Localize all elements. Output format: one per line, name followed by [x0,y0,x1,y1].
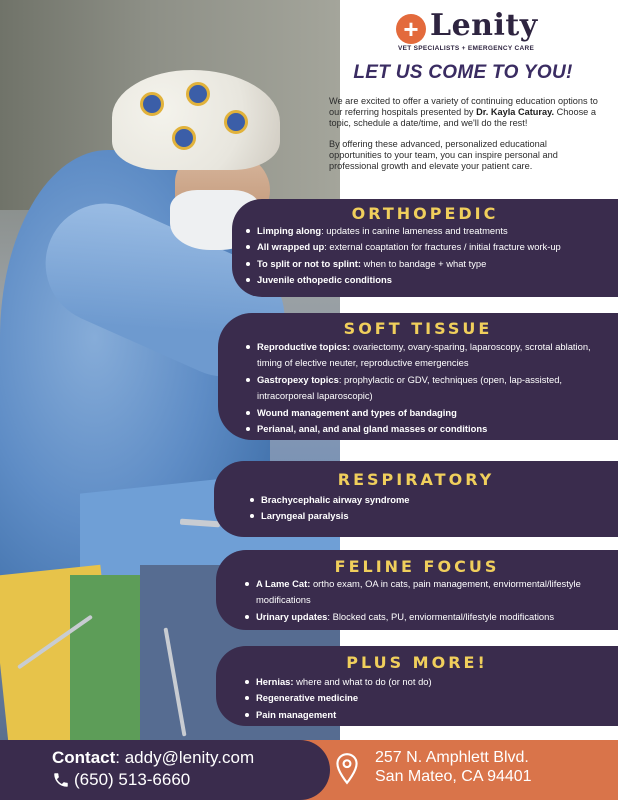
topic-list [245,576,613,625]
section-orthopedic [232,199,618,297]
section-title: SOFT TISSUE [343,319,493,338]
topic-detail: : Blocked cats, PU, enviormental/lifestyle modifications [327,610,555,622]
section-title: RESPIRATORY [337,470,495,489]
topic-item [246,239,614,255]
topic-lead: A Lame Cat: [256,578,311,589]
footer-address [375,748,532,786]
topic-item [246,372,612,405]
plus-icon: + [396,14,426,44]
topic-lead: Juvenile othopedic conditions [257,274,392,286]
topic-lead: All wrapped up [257,241,325,253]
topic-lead: Perianal, anal, and anal gland masses or conditions [257,423,488,435]
topic-item [246,421,612,437]
address-line-2: San Mateo, CA 94401 [375,768,532,785]
topic-detail: ovariectomy, ovary-sparing, laparoscopy, scrotal ablation, timing of elective neuter, reproductive emergencies [257,341,591,369]
contact-email-line [52,748,254,768]
topic-item [245,576,613,609]
logo-tagline: VET SPECIALISTS + EMERGENCY CARE [398,45,535,52]
intro-p1-end: Choose a topic, schedule a date/time, and we'll do the rest! [329,107,596,129]
topic-lead: Reproductive topics: [257,341,351,352]
contact-phone[interactable]: (650) 513-6660 [74,770,191,789]
topic-item [245,707,605,723]
topic-item [250,492,600,508]
topic-detail: : prophylactic or GDV, techniques (open, lap-assisted, intracorporeal laparoscopic) [257,373,563,402]
intro-paragraph-2: By offering these advanced, personalized educational opportunities to your team, you can inspire personal and professional growth and elevate your patient care. [329,138,558,172]
topic-detail: when to bandage + what type [360,257,487,269]
topic-detail: : external coaptation for fractures / initial fracture work-up [324,241,561,253]
topic-lead: Gastropexy topics [257,373,339,385]
topic-detail: where and what to do (or not do) [293,676,432,687]
topic-item [246,405,612,421]
section-title: PLUS MORE! [346,653,488,672]
topic-list [246,339,612,437]
topic-lead: Regenerative medicine [256,692,359,704]
section-title: ORTHOPEDIC [351,204,499,223]
photo-surgical-cap [112,70,280,170]
lenity-logo [396,8,556,56]
section-feline-focus [216,550,618,630]
topic-item [246,339,612,372]
topic-lead: To split or not to splint: [257,257,361,269]
map-pin-icon [334,752,360,786]
section-plus-more [216,646,618,726]
topic-lead: Brachycephalic airway syndrome [261,494,410,505]
topic-item [246,256,614,272]
section-soft-tissue [218,313,618,440]
footer-contact-bar [0,740,330,800]
topic-item [246,223,614,239]
address-line-1: 257 N. Amphlett Blvd. [375,749,529,766]
topic-detail: : updates in canine lameness and treatments [321,225,508,236]
topic-lead: Pain management [256,708,337,720]
intro-paragraph-1 [329,96,599,130]
topic-item [250,508,600,524]
topic-lead: Urinary updates [256,610,328,622]
topic-item [246,272,614,288]
section-respiratory [214,461,618,537]
topic-item [245,674,605,690]
topic-item [245,609,613,625]
page-headline: LET US COME TO YOU! [353,62,573,83]
topic-list [245,674,605,723]
section-title: FELINE FOCUS [334,557,500,576]
intro-p1-text: We are excited to offer a variety of continuing education options to our referring hospitals presented by [329,96,598,118]
topic-lead: Wound management and types of bandaging [257,406,457,418]
logo-wordmark: Lenity [430,8,538,43]
topic-list [250,492,600,525]
contact-phone-line [52,770,190,790]
topic-item [245,690,605,706]
topic-lead: Laryngeal paralysis [261,510,349,522]
contact-label: Contact [52,748,116,767]
cap-pattern-dot [172,126,196,150]
presenter-name: Dr. Kayla Caturay. [476,107,555,118]
intro-text [329,96,599,181]
cap-pattern-dot [140,92,164,116]
cap-pattern-dot [224,110,248,134]
topic-list [246,223,614,289]
topic-detail: ortho exam, OA in cats, pain management, enviormental/lifestyle modifications [256,578,581,606]
topic-lead: Hernias: [256,676,294,687]
cap-pattern-dot [186,82,210,106]
contact-email[interactable]: : addy@lenity.com [115,748,255,767]
topic-lead: Limping along [257,225,322,236]
